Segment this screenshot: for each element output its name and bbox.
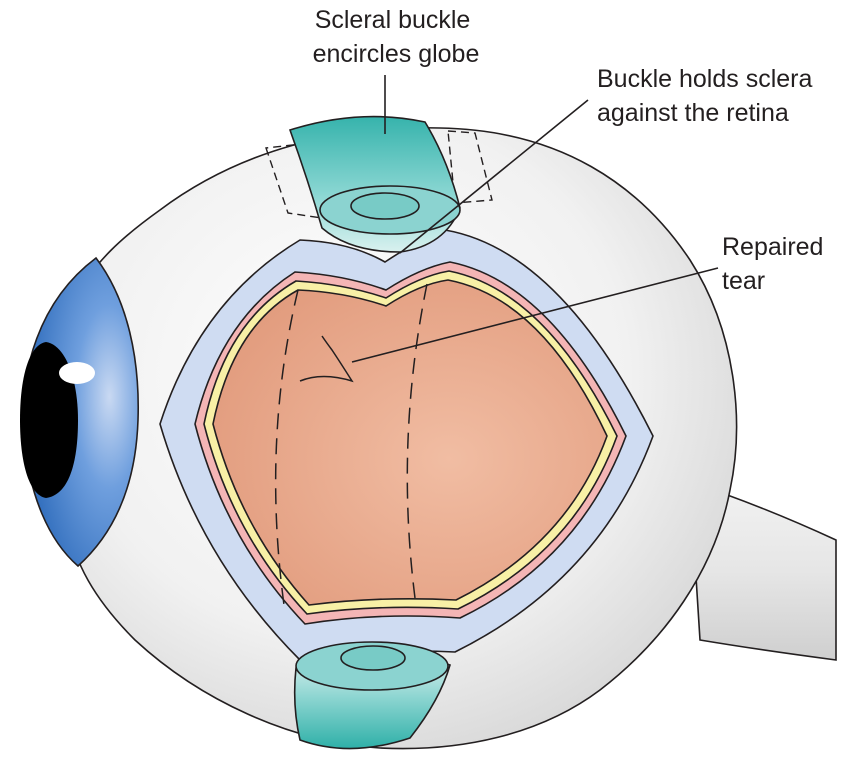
label-repaired-tear-line2: tear [722, 267, 766, 295]
label-repaired-tear-line1: Repaired [722, 233, 824, 261]
buckle-bottom-inner [341, 646, 405, 670]
label-buckle-holds-line1: Buckle holds sclera [597, 65, 813, 93]
label-scleral-buckle-line1: Scleral buckle [314, 6, 471, 34]
label-buckle-holds [597, 65, 819, 127]
label-buckle-holds-line2: against the retina [597, 99, 789, 127]
label-scleral-buckle-line2: encircles globe [312, 40, 480, 68]
pupil-highlight [59, 362, 95, 384]
label-scleral-buckle [313, 6, 480, 68]
label-repaired-tear [722, 233, 830, 295]
buckle-top-inner [351, 193, 419, 219]
